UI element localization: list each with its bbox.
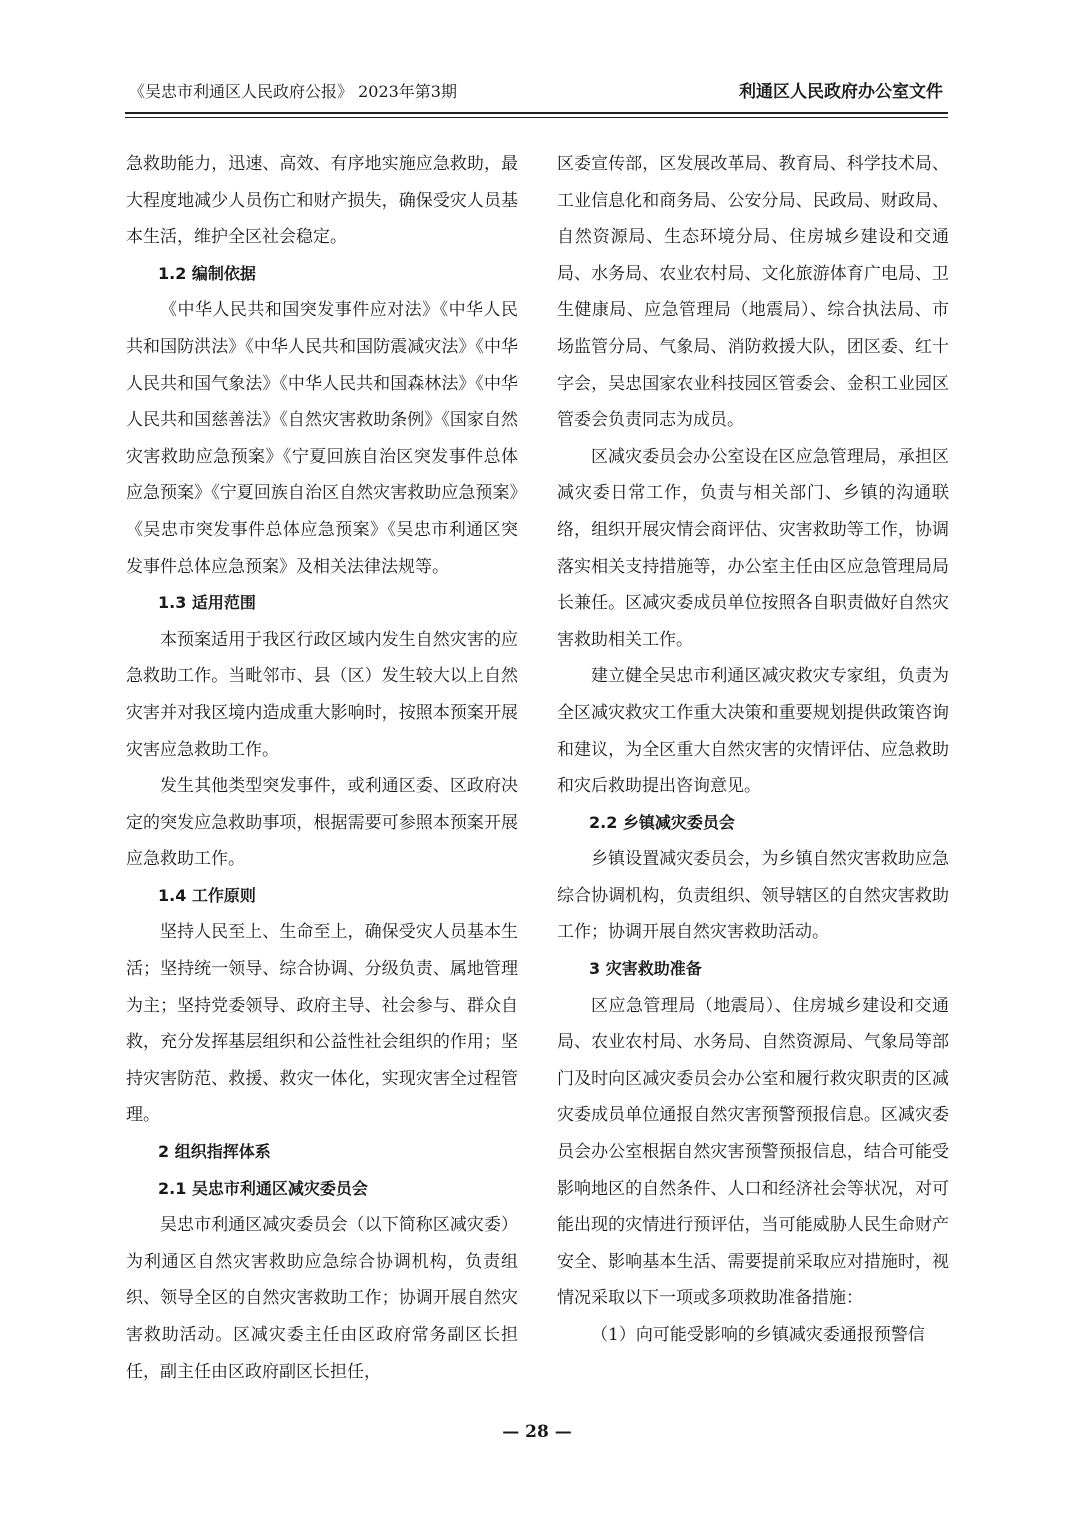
body-paragraph: 区减灾委员会办公室设在区应急管理局，承担区减灾委日常工作，负责与相关部门、乡镇的沟通联络，组织开展灾情会商评估、灾害救助等工作，协调落实相关支持措施等，办公室主任由区应急管理局局长兼任。区减灾委成员单位按照各自职责做好自然灾害救助相关工作。 [557,446,949,650]
header-publication-title: 《吴忠市利通区人民政府公报》 2023年第3期 [129,82,457,101]
body-paragraph: 坚持人民至上、生命至上，确保受灾人员基本生活；坚持统一领导、综合协调、分级负责、属地管理为主；坚持党委领导、政府主导、社会参与、群众自救，充分发挥基层组织和公益性社会组织的作用；坚持灾害防范、救援、救灾一体化，实现灾害全过程管理。 [126,922,518,1126]
body-paragraph: 本预案适用于我区行政区域内发生自然灾害的应急救助工作。当毗邻市、县（区）发生较大以上自然灾害并对我区境内造成重大影响时，按照本预案开展灾害应急救助工作。 [126,629,518,760]
body-paragraph: 急救助能力，迅速、高效、有序地实施应急救助，最大程度地减少人员伤亡和财产损失，确保受灾人员基本生活，维护全区社会稳定。 [126,154,518,248]
body-paragraph: 发生其他类型突发事件，或利通区委、区政府决定的突发应急救助事项，根据需要可参照本预案开展应急救助工作。 [126,776,518,870]
right-column [557,146,949,1354]
body-paragraph: （1）向可能受影响的乡镇减灾委通报预警信 [591,1325,925,1345]
body-paragraph: 《中华人民共和国突发事件应对法》《中华人民共和国防洪法》《中华人民共和国防震减灾法》《中华人民共和国气象法》《中华人民共和国森林法》《中华人民共和国慈善法》《自然灾害救助条例》《国家自然灾害救助应急预案》《宁夏回族自治区突发事件总体应急预案》《宁夏回族自治区自然灾害救助应急预案》《吴忠市突发事件总体应急预案》《吴忠市利通区突发事件总体应急预案》及相关法律法规等。 [126,300,518,577]
header-document-source: 利通区人民政府办公室文件 [739,82,943,102]
body-paragraph: 乡镇设置减灾委员会，为乡镇自然灾害救助应急综合协调机构，负责组织、领导辖区的自然灾害救助工作；协调开展自然灾害救助活动。 [557,849,949,943]
body-paragraph: 吴忠市利通区减灾委员会（以下简称区减灾委）为利通区自然灾害救助应急综合协调机构，负责组织、领导全区的自然灾害救助工作；协调开展自然灾害救助活动。区减灾委主任由区政府常务副区长担任，副主任由区政府副区长担任， [126,1215,518,1382]
page-number: — 28 — [502,1422,572,1442]
header-divider-thin [125,117,948,118]
section-heading: 3 灾害救助准备 [589,959,702,979]
section-heading: 1.4 工作原则 [158,885,256,905]
section-heading: 1.2 编制依据 [158,263,256,283]
section-heading: 2.1 吴忠市利通区减灾委员会 [158,1178,368,1198]
section-heading: 1.3 适用范围 [158,593,256,613]
section-heading: 2.2 乡镇减灾委员会 [589,812,735,832]
page-header [125,76,945,112]
body-paragraph: 区应急管理局（地震局）、住房城乡建设和交通局、农业农村局、水务局、自然资源局、气象局等部门及时向区减灾委员会办公室和履行救灾职责的区减灾委成员单位通报自然灾害预警预报信息。区减灾委员会办公室根据自然灾害预警预报信息，结合可能受影响地区的自然条件、人口和经济社会等状况，对可能出现的灾情进行预评估，当可能威胁人民生命财产安全、影响基本生活、需要提前采取应对措施时，视情况采取以下一项或多项救助准备措施： [557,995,949,1309]
body-paragraph: 区委宣传部，区发展改革局、教育局、科学技术局、工业信息化和商务局、公安分局、民政局、财政局、自然资源局、生态环境分局、住房城乡建设和交通局、水务局、农业农村局、文化旅游体育广电局、卫生健康局、应急管理局（地震局）、综合执法局、市场监管分局、气象局、消防救援大队，团区委、红十字会，吴忠国家农业科技园区管委会、金积工业园区管委会负责同志为成员。 [557,154,949,431]
left-column [126,146,518,1390]
body-paragraph: 建立健全吴忠市利通区减灾救灾专家组，负责为全区减灾救灾工作重大决策和重要规划提供政策咨询和建议，为全区重大自然灾害的灾情评估、应急救助和灾后救助提出咨询意见。 [557,666,949,797]
header-divider [125,112,948,114]
section-heading: 2 组织指挥体系 [158,1142,271,1162]
